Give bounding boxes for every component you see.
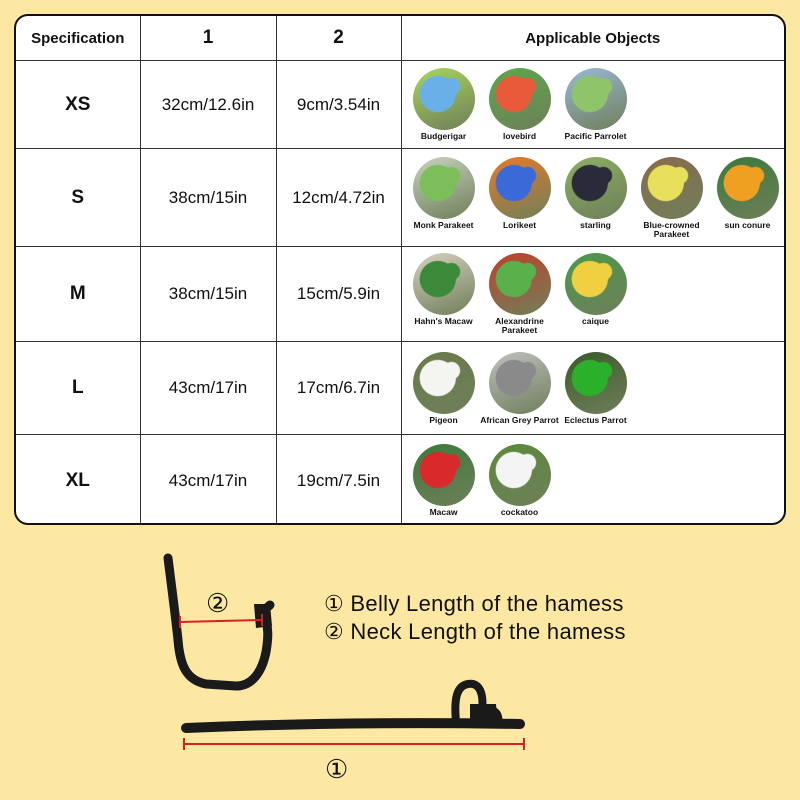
belly-marker: ① <box>325 754 349 784</box>
bird-name: Pigeon <box>429 414 458 425</box>
belly-length-cell: 38cm/15in <box>140 149 276 247</box>
belly-length-cell: 43cm/17in <box>140 435 276 526</box>
harness-belly-strap <box>186 723 520 728</box>
neck-length-cell: 15cm/5.9in <box>276 247 401 342</box>
neck-length-cell: 17cm/6.7in <box>276 342 401 435</box>
size-cell: S <box>16 149 140 247</box>
bird-name: Pacific Parrolet <box>564 131 627 141</box>
header-specification: Specification <box>16 16 140 61</box>
measurement-legend <box>324 590 626 646</box>
header-belly-length: 1 <box>140 16 276 61</box>
bird-name: sun conure <box>724 219 771 230</box>
bird-name: Lorikeet <box>502 219 537 230</box>
size-cell: XS <box>16 61 140 149</box>
header-applicable-objects: Applicable Objects <box>401 16 784 61</box>
harness-belly-buckle <box>470 704 498 726</box>
bird-name: Hahn's Macaw <box>414 316 473 326</box>
neck-measure-line <box>180 620 262 622</box>
size-cell: M <box>16 247 140 342</box>
bird-name: Monk Parakeet <box>413 219 474 230</box>
neck-length-cell: 12cm/4.72in <box>276 149 401 247</box>
legend-belly-length: ① Belly Length of the hamess <box>324 591 624 616</box>
bird-name: Eclectus Parrot <box>564 414 627 425</box>
bird-name: lovebird <box>502 131 537 141</box>
neck-length-cell: 19cm/7.5in <box>276 435 401 526</box>
belly-length-cell: 38cm/15in <box>140 247 276 342</box>
bird-name: Blue-crowned Parakeet <box>643 219 700 239</box>
belly-length-cell: 43cm/17in <box>140 342 276 435</box>
neck-marker: ② <box>206 588 230 618</box>
size-cell: XL <box>16 435 140 526</box>
legend-neck-length: ② Neck Length of the hamess <box>324 619 626 644</box>
bird-name: African Grey Parrot <box>480 414 559 425</box>
bird-name: cockatoo <box>500 507 539 518</box>
bird-name: Budgerigar <box>420 131 467 141</box>
bird-name: starling <box>580 219 611 230</box>
bird-name: caique <box>582 316 609 326</box>
bird-name: Macaw <box>429 507 458 518</box>
header-neck-length: 2 <box>276 16 401 61</box>
bird-name: Alexandrine Parakeet <box>495 316 544 335</box>
size-cell: L <box>16 342 140 435</box>
belly-length-cell: 32cm/12.6in <box>140 61 276 149</box>
neck-length-cell: 9cm/3.54in <box>276 61 401 149</box>
